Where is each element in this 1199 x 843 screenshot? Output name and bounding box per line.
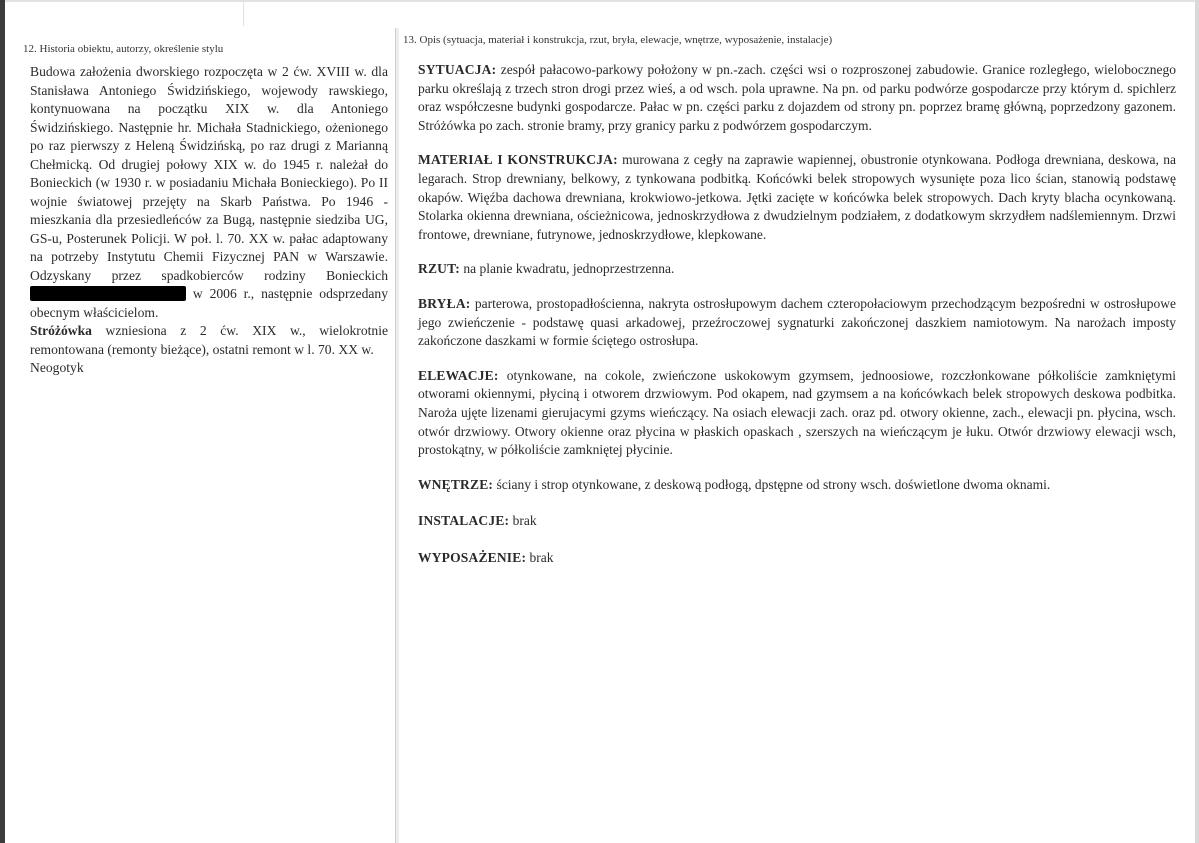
section-label: RZUT: [418, 261, 461, 277]
section-label: BRYŁA: [418, 295, 471, 311]
section-wyposazenie [418, 549, 1176, 568]
history-paragraph [30, 63, 388, 322]
section-text: otynkowane, na cokole, zwieńczone uskokowym gzymsem, jednoosiowe, rozczłonkowane półkoliście zamkniętymi otworami okiennymi, płyciną i otworem drzwiowym. Pod okapem, nad gzymsem a na końcówkach belek stropowych deskowa podbitka. Naroża ujęte lizenami gierujacymi gzyms wieńczący. Na osiach elewacji zach. oraz pd. otwory okienne, zach., elewacji pn. płycina, wsch. otwór drzwiowy. Otwory okienne oraz płycina w płaskich opaskach , szerszych na wieńczącym je łuku. Otwór drzwiowy elewacji wsch, prostokątny, w półkoliście zamkniętej płycinie. [418, 367, 1176, 458]
style-value: Neogotyk [30, 360, 84, 375]
section-rzut [418, 260, 1176, 279]
section-text: na planie kwadratu, jednoprzestrzenna. [460, 261, 675, 277]
history-body [23, 63, 388, 378]
redaction-bar [30, 286, 186, 301]
section-text: murowana z cegły na zaprawie wapiennej, obustronie otynkowana. Podłoga drewniana, deskowa, na legarach. Strop drewniany, belkowy, z tynkowana podbitką. Końcówki belek stropowych wysunięte poza lico ścian, stanowią podstawę okapów. Więźba dachowa drewniana, krokwiowo-jetkowa. Jętki zacięte w końcówka belek stropowych. Dach kryty blacha ocynkowaną. Stolarka okienna drewniana, ościeżnicowa, jednoskrzydłowa z dwudzielnym podziałem, z dodatkowym skrzydłem nadślemiennym. Drzwi frontowe, drewniane, futrynowe, jednoskrzydłowe, klepkowane. [418, 152, 1176, 242]
section-text: parterowa, prostopadłościenna, nakryta ostrosłupowym dachem czteropołaciowym przechodzącym bezpośredni w ostrosłupowe jego zwieńczenie - podstawę quasi arkadowej, przeźroczowej sygnaturki zakończonej daszkiem namiotowym. Na narożach imposty zakończone daszkami w formie ściętego ostrosłupa. [418, 295, 1176, 349]
description-body [403, 61, 1176, 567]
section-instalacje [418, 512, 1176, 531]
section-text: ściany i strop otynkowane, z deskową podłogą, dpstępne od strony wsch. doświetlone dwoma oknami. [493, 476, 1051, 492]
section-label: SYTUACJA: [418, 62, 497, 77]
section-wnetrze [418, 476, 1176, 495]
section-label: ELEWACJE: [418, 367, 499, 383]
guardhouse-label: Stróżówka [30, 323, 92, 338]
section-elewacje [418, 367, 1176, 460]
section-label: MATERIAŁ I KONSTRUKCJA: [418, 152, 618, 168]
section-sytuacja [418, 61, 1176, 135]
guardhouse-text: wzniesiona z 2 ćw. XIX w., wielokrotnie remontowana (remonty bieżące), ostatni remont w l. 70. XX w. [30, 323, 388, 357]
description-heading: 13. Opis (sytuacja, materiał i konstrukcja, rzut, bryła, elewacje, wnętrze, wyposażenie, instalacje) [403, 34, 833, 46]
section-text: zespół pałacowo-parkowy położony w pn.-zach. części wsi o rozproszonej zabudowie. Granice rozległego, wielobocznego parku określają z trzech stron drogi przez wieś, a od wsch. pola uprawne. Na pn. od parku podwórze gospodarcze przy którym d. spichlerz oraz współczesne budynki gospodarcze. Pałac w pn. części parku z dojazdem od strony pn. poprzez bramę główną, poprzedzony gazonem. Stróżówka po zach. stronie bramy, przy granicy parku z podwórzem gospodarczym. [418, 62, 1176, 133]
scan-left-edge [0, 0, 5, 843]
column-divider-shadow [396, 28, 399, 843]
section-text: brak [509, 513, 537, 529]
guardhouse-paragraph [30, 322, 388, 359]
history-column [23, 42, 388, 378]
scan-right-edge [1195, 0, 1199, 843]
scan-fold-mark [243, 0, 244, 26]
section-label: WNĘTRZE: [418, 476, 494, 492]
section-material [418, 151, 1176, 244]
description-column [403, 33, 1176, 583]
section-label: WYPOSAŻENIE: [418, 549, 527, 565]
history-heading: 12. Historia obiektu, autorzy, określenie stylu [23, 43, 224, 55]
section-text: brak [526, 549, 554, 565]
history-text-continued: w 2006 r., następnie odsprzedany obecnym właścicielom. [30, 286, 388, 320]
history-text: Budowa założenia dworskiego rozpoczęta w 2 ćw. XVIII w. dla Stanisława Antoniego Świdzińskiego, wojewody rawskiego, kontynuowana na początku XIX w. dla Antoniego Świdzińskiego. Następnie hr. Michała Stadnickiego, ożenionego po raz pierwszy z Heleną Świdzińską, po raz drugi z Marianną Chełmicką. Od drugiej połowy XIX w. do 1945 r. należał do Bonieckich (w 1930 r. w posiadaniu Michała Bonieckiego). Po II wojnie światowej przejęty na Skarb Państwa. Po 1946 - mieszkania dla przesiedleńców za Bugą, następnie siedziba UG, GS-u, Posterunek Policji. W poł. l. 70. XX w. pałac adaptowany na potrzeby Instytutu Chemii Fizycznej PAN w Warszawie. Odzyskany przez spadkobierców rodziny Bonieckich [30, 64, 388, 283]
section-bryla [418, 295, 1176, 351]
section-label: INSTALACJE: [418, 513, 510, 529]
scan-top-edge [0, 0, 1199, 2]
